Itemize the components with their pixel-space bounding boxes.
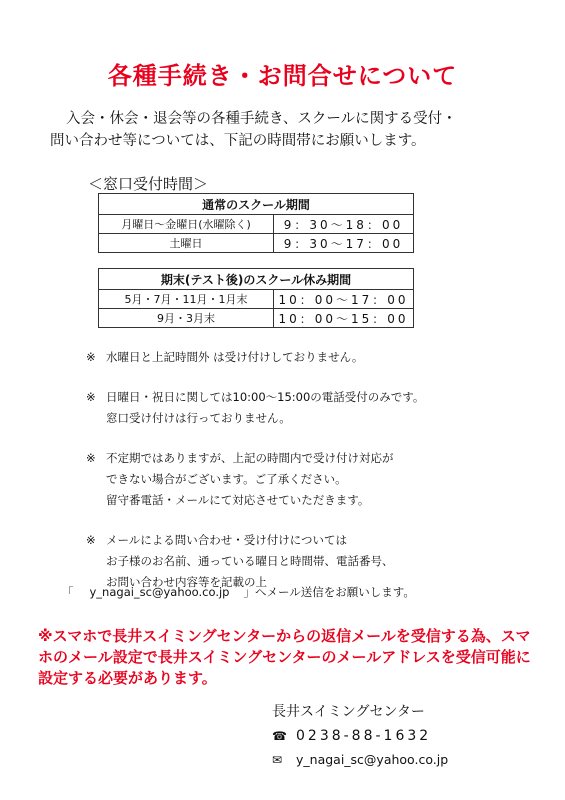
email-link[interactable]: y_nagai_sc@yahoo.co.jp	[89, 585, 230, 599]
note-text: 留守番電話・メールにて対応させていただきます。	[106, 493, 370, 507]
day-cell: 土曜日	[99, 234, 274, 253]
note-text: お子様のお名前、通っている曜日と時間帯、電話番号、	[106, 554, 394, 568]
note-text: 水曜日と上記時間外 は受け付けしておりません。	[106, 350, 364, 364]
note-text: できない場合がございます。ご了承ください。	[106, 472, 347, 486]
table-row	[99, 290, 414, 309]
note-text: お問い合わせ内容等を記載の上	[106, 575, 267, 589]
day-cell: 9月・3月末	[99, 309, 274, 328]
phone-number[interactable]: 0238-88-1632	[296, 728, 432, 744]
page-title: 各種手続き・お問合せについて	[107, 62, 458, 90]
intro-line-1: 入会・休会・退会等の各種手続き、スクールに関する受付・	[66, 111, 457, 127]
contact-block	[272, 700, 448, 772]
note-mark: ※	[86, 533, 96, 547]
smartphone-warning: ※スマホで長井スイミングセンターからの返信メールを受信する為、スマホのメール設定で長井スイミングセンターのメールアドレスを受信可能に設定する必要があります。	[38, 627, 531, 687]
note-text: 日曜日・祝日に関しては10:00～15:00の電話受付のみです。	[106, 390, 425, 404]
time-cell: 9：30～17：00	[274, 234, 414, 253]
center-name: 長井スイミングセンター	[272, 704, 425, 720]
regular-period-table	[98, 193, 414, 253]
note-holidays	[86, 387, 526, 429]
break-period-table	[98, 268, 414, 328]
reception-hours-heading: ＜窓口受付時間＞	[88, 175, 209, 193]
bracket-open: 「	[62, 585, 74, 599]
note-closed-days	[86, 347, 526, 368]
mail-icon: ✉	[272, 753, 283, 767]
note-mark: ※	[86, 451, 96, 465]
time-cell: 10：00～15：00	[274, 309, 414, 328]
note-text: 窓口受け付けは行っておりません。	[106, 411, 291, 425]
email-instruction-text: 」へメール送信をお願いします。	[243, 585, 415, 599]
table-row	[99, 309, 414, 328]
note-mark: ※	[86, 350, 96, 364]
table-row	[99, 215, 414, 234]
note-irregular	[86, 448, 526, 511]
table-row	[99, 234, 414, 253]
email-instruction	[62, 584, 415, 600]
note-text: メールによる問い合わせ・受け付けについては	[106, 533, 348, 547]
notes-list	[86, 347, 526, 612]
regular-period-header: 通常のスクール期間	[99, 194, 414, 215]
intro-text	[50, 108, 530, 152]
contact-email[interactable]: y_nagai_sc@yahoo.co.jp	[296, 752, 449, 767]
day-cell: 月曜日～金曜日(水曜除く)	[99, 215, 274, 234]
phone-icon: ☎	[272, 729, 287, 743]
time-cell: 10：00～17：00	[274, 290, 414, 309]
break-period-header: 期末(テスト後)のスクール休み期間	[99, 269, 414, 290]
time-cell: 9：30～18：00	[274, 215, 414, 234]
note-text: 不定期ではありますが、上記の時間内で受け付け対応が	[106, 451, 394, 465]
day-cell: 5月・7月・11月・1月末	[99, 290, 274, 309]
intro-line-2: 問い合わせ等については、下記の時間帯にお願いします。	[50, 133, 426, 149]
note-mark: ※	[86, 390, 96, 404]
